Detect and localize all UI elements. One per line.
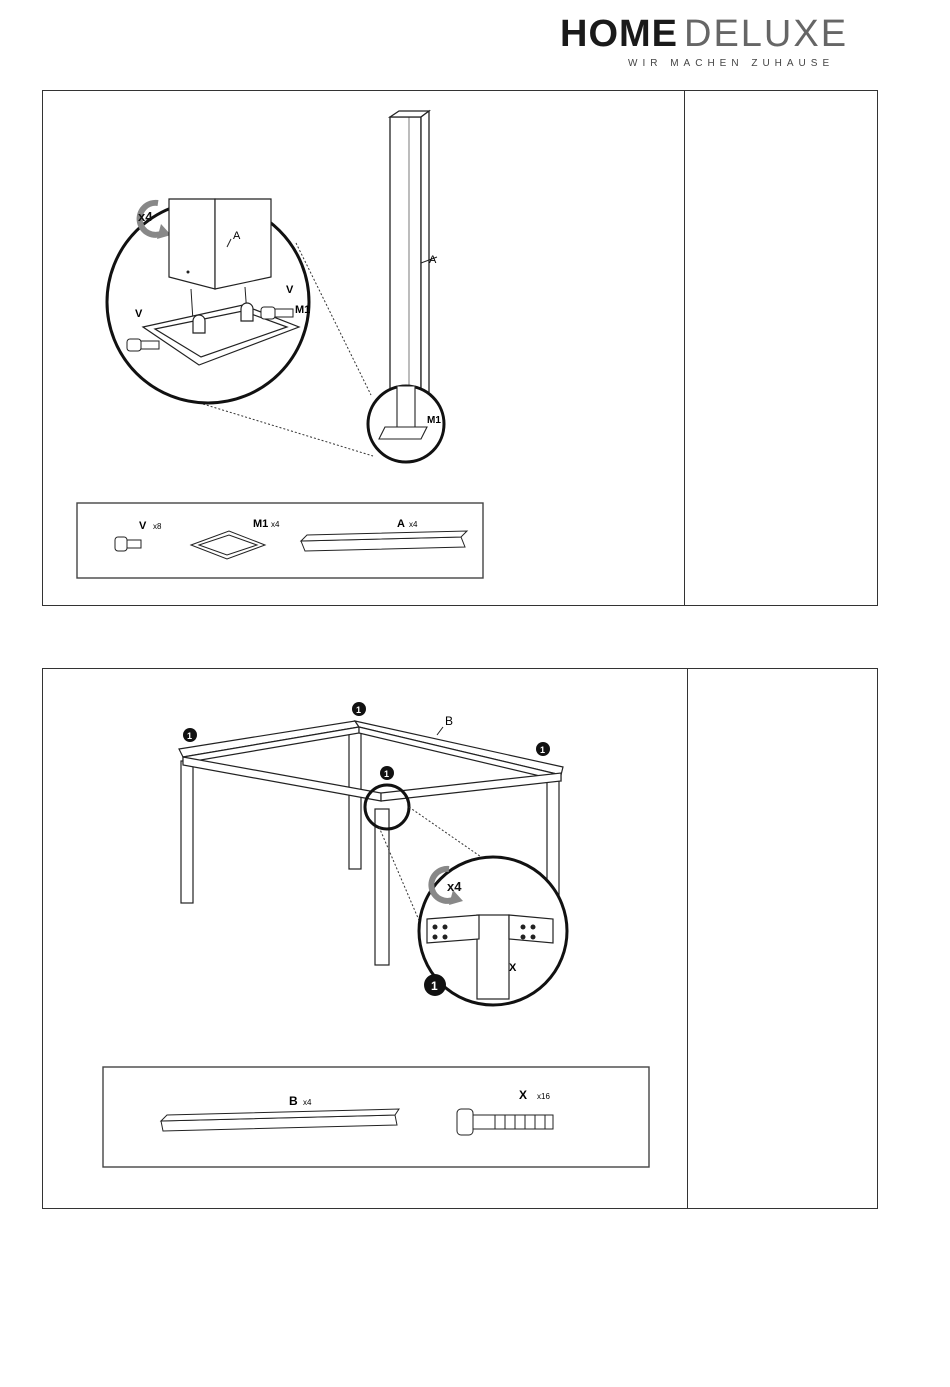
svg-text:1: 1 [431,979,438,993]
screw-v-left-label: V [135,308,143,320]
svg-text:1: 1 [540,745,546,755]
assembly-step-1 [42,90,878,606]
part-v-qty: x8 [153,522,162,531]
part-v-label: V [139,520,147,532]
part-m1-qty: x4 [271,520,280,529]
logo-deluxe-text: DELUXE [684,13,849,55]
rotate-count: x4 [447,879,462,894]
logo-tagline: WIR MACHEN ZUHAUSE [628,58,835,69]
svg-text:1: 1 [384,769,390,779]
step2-illustration [43,669,686,1208]
screw-v-right-label: V [286,284,294,296]
logo-wordmark [560,12,848,56]
step1-illustration [43,91,683,605]
step1-notes-column [685,91,877,605]
part-b-label: B [289,1094,298,1108]
post-detail-label: A [233,230,241,242]
rotate-count: x4 [138,209,153,224]
part-b-qty: x4 [303,1098,312,1107]
part-a-qty: x4 [409,520,418,529]
plate-detail-label: M1 [427,415,441,426]
part-x-qty: x16 [537,1092,550,1101]
svg-text:1: 1 [356,705,362,715]
svg-text:1: 1 [187,731,193,741]
part-x-label: X [519,1088,528,1102]
post-detail-drawing [169,199,271,289]
logo-home-text: HOME [560,13,678,55]
step2-notes-column [688,669,877,1208]
bolt-label: X [509,962,517,974]
post-label: A [429,254,437,266]
beam-label: B [445,714,454,728]
brand-logo [560,12,890,72]
part-a-label: A [397,518,405,530]
plate-label: M1 [295,304,311,316]
part-m1-label: M1 [253,518,269,530]
assembly-step-2 [42,668,878,1209]
